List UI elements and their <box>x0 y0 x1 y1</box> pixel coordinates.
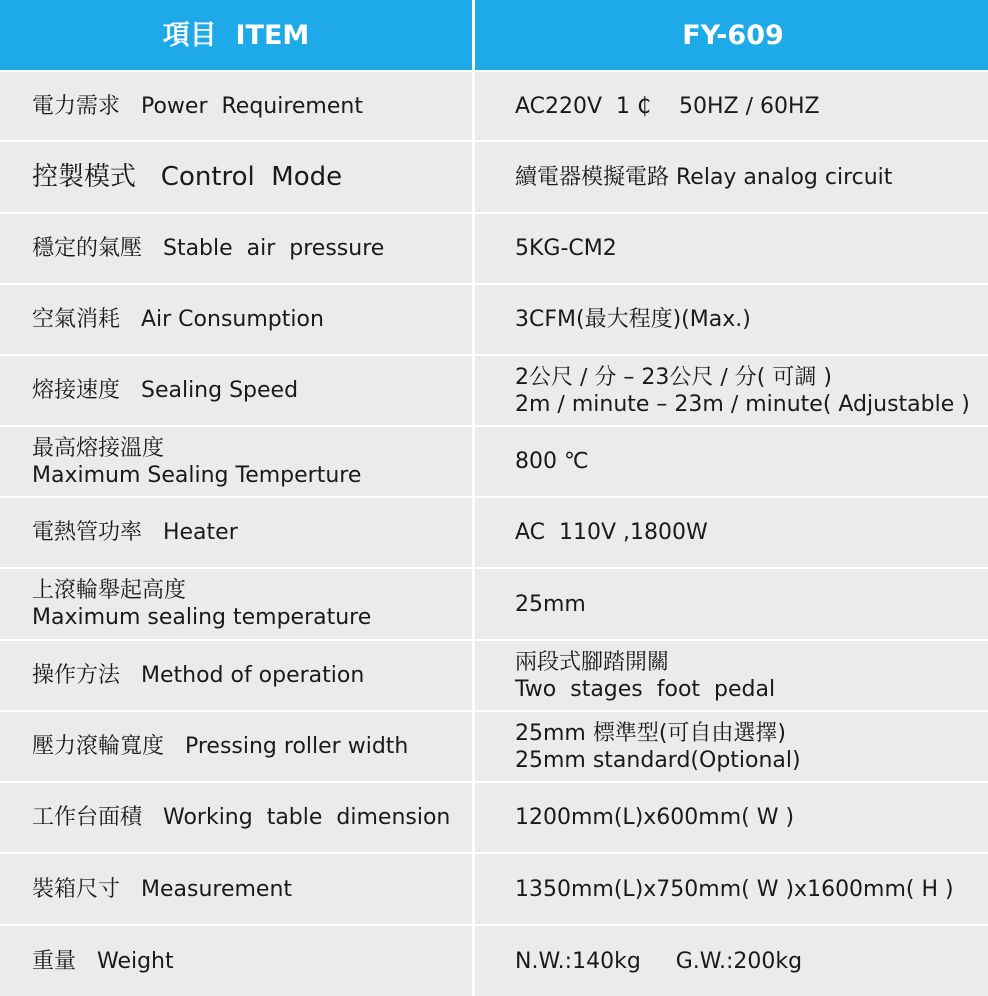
row-weight-value <box>475 926 988 996</box>
heater-value: AC 110V ,1800W <box>515 520 708 545</box>
air-consumption-value: 3CFM(最大程度)(Max.) <box>515 307 751 332</box>
power-item-label: 電力需求 Power Requirement <box>32 93 363 119</box>
operation-item-label: 操作方法 Method of operation <box>32 663 365 688</box>
max-temp-item-line1: 最高熔接溫度 <box>32 435 165 461</box>
header-item-label: 項目 ITEM <box>162 19 310 51</box>
air-pressure-value: 5KG-CM2 <box>515 236 617 261</box>
power-value: AC220V 1 ₵ 50HZ ∕ 60HZ <box>515 93 820 119</box>
row-power-item <box>0 72 472 140</box>
row-measurement-item <box>0 854 472 924</box>
row-operation-item <box>0 641 472 710</box>
row-max-temp-value <box>475 427 988 496</box>
roller-width-value-line2: 25mm standard(Optional) <box>515 747 801 773</box>
row-air-consumption-value <box>475 285 988 354</box>
heater-item-label: 電熱管功率 Heater <box>32 520 238 545</box>
control-value: 續電器模擬電路 Relay analog circuit <box>515 164 893 190</box>
operation-value-line1: 兩段式腳踏開關 <box>515 649 670 675</box>
row-measurement-value <box>475 854 988 924</box>
max-temp-item-line2: Maximum Sealing Temperture <box>32 462 362 488</box>
header-item <box>0 0 472 70</box>
row-control-item <box>0 142 472 212</box>
weight-value: N.W.:140kg G.W.:200kg <box>515 948 803 974</box>
roller-lift-item-line2: Maximum sealing temperature <box>32 605 372 630</box>
air-consumption-item-label: 空氣消耗 Air Consumption <box>32 307 324 332</box>
row-roller-lift-value <box>475 569 988 639</box>
row-air-pressure-value <box>475 214 988 283</box>
header-model-label: FY-609 <box>682 19 784 51</box>
row-control-value <box>475 142 988 212</box>
row-roller-width-value <box>475 712 988 781</box>
roller-width-item-label: 壓力滾輪寬度 Pressing roller width <box>32 734 409 759</box>
roller-lift-item-line1: 上滾輪舉起高度 <box>32 578 187 603</box>
row-power-value <box>475 72 988 140</box>
row-weight-item <box>0 926 472 996</box>
row-table-dimension-value <box>475 783 988 852</box>
row-air-pressure-item <box>0 214 472 283</box>
row-max-temp-item <box>0 427 472 496</box>
header-model <box>475 0 988 70</box>
control-item-label: 控製模式 Control Mode <box>32 161 343 192</box>
roller-width-value-line1: 25mm 標準型(可自由選擇) <box>515 720 787 746</box>
measurement-value: 1350mm(L)x750mm( W )x1600mm( H ) <box>515 876 954 902</box>
row-sealing-speed-item <box>0 356 472 425</box>
row-roller-lift-item <box>0 569 472 639</box>
sealing-speed-value-line1: 2公尺 ∕ 分 – 23公尺 ∕ 分( 可調 ) <box>515 364 832 390</box>
max-temp-value: 800 ℃ <box>515 449 589 474</box>
row-roller-width-item <box>0 712 472 781</box>
weight-item-label: 重量 Weight <box>32 948 174 974</box>
row-air-consumption-item <box>0 285 472 354</box>
sealing-speed-value-line2: 2m ∕ minute – 23m ∕ minute( Adjustable ) <box>515 391 970 417</box>
operation-value-line2: Two stages foot pedal <box>515 676 776 702</box>
row-table-dimension-item <box>0 783 472 852</box>
table-dimension-value: 1200mm(L)x600mm( W ) <box>515 805 795 830</box>
row-sealing-speed-value <box>475 356 988 425</box>
roller-lift-value: 25mm <box>515 591 586 617</box>
row-heater-value <box>475 498 988 567</box>
air-pressure-item-label: 穩定的氣壓 Stable air pressure <box>32 236 385 261</box>
row-operation-value <box>475 641 988 710</box>
measurement-item-label: 裝箱尺寸 Measurement <box>32 876 293 902</box>
row-heater-item <box>0 498 472 567</box>
table-dimension-item-label: 工作台面積 Working table dimension <box>32 805 451 830</box>
sealing-speed-item-label: 熔接速度 Sealing Speed <box>32 378 299 403</box>
